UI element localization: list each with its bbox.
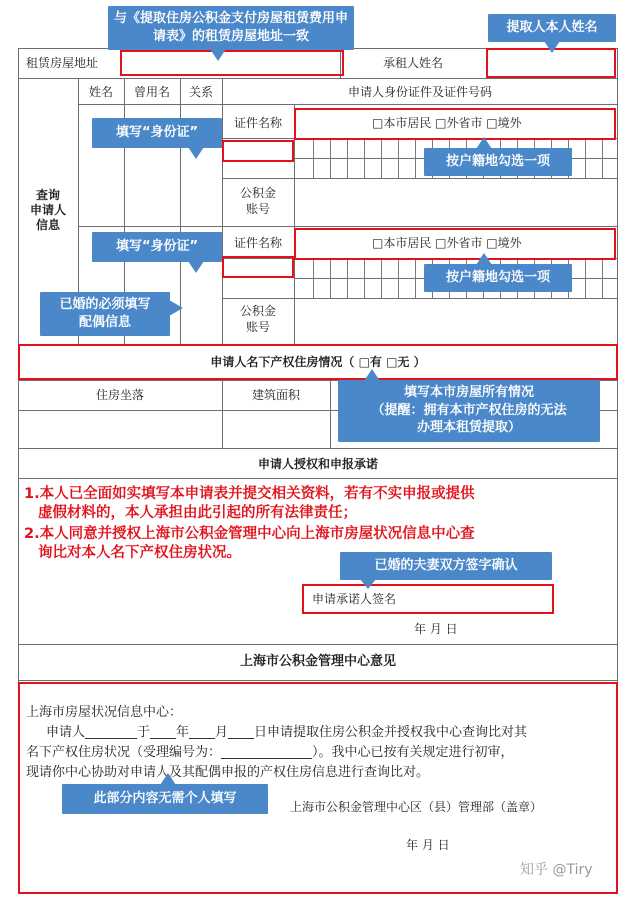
cert-name-label-2: 证件名称: [233, 236, 282, 250]
letter-to: 上海市房屋状况信息中心：: [26, 705, 183, 720]
callout-tail: [360, 579, 376, 589]
callout-tail: [544, 41, 560, 53]
property-status-label: 申请人名下产权住房情况（ □有 □无 ）: [210, 355, 426, 369]
callout-tail: [160, 773, 176, 785]
center-opinion-title: 上海市公积金管理中心意见: [239, 654, 396, 669]
watermark: 知乎 @Tiry: [520, 862, 593, 878]
building-area-label: 建筑面积: [251, 388, 300, 402]
letter-sign: 上海市公积金管理中心区（县）管理部（盖章）: [290, 800, 543, 814]
rental-address-label: 租赁房屋地址: [26, 56, 99, 70]
fund-account-label-1b: 账号: [245, 202, 270, 216]
highlight-signature: [302, 584, 554, 614]
col-id-info-header: 申请人身份证件及证件号码: [347, 85, 492, 99]
callout-check-residency-2: 按户籍地勾选一项: [424, 264, 572, 292]
fund-account-label-1a: 公积金: [239, 186, 276, 200]
col-former-name-header: 曾用名: [133, 85, 170, 99]
highlight-residency-1: [294, 108, 616, 140]
letter-line2: 名下产权住房状况（受理编号为：______________）。我中心已按有关规定进行初审，: [26, 745, 514, 760]
side-label-query: 查询: [35, 188, 60, 202]
callout-fill-id-card-1: 填写“身份证”: [92, 118, 222, 148]
callout-spouse-signature: 已婚的夫妻双方签字确认: [340, 552, 552, 580]
residency-options-2[interactable]: □本市居民 □外省市 □境外: [372, 236, 522, 250]
callout-tail: [188, 147, 204, 159]
highlight-cert-name-2: [222, 256, 294, 278]
highlight-cert-name-1: [222, 140, 294, 162]
callout-no-fill: 此部分内容无需个人填写: [62, 784, 268, 814]
fund-account-label-2b: 账号: [245, 320, 270, 334]
col-relation-header: 关系: [188, 85, 213, 99]
callout-fill-id-card-2: 填写“身份证”: [92, 232, 222, 262]
signature-date: 年 月 日: [414, 622, 458, 636]
callout-tail: [364, 369, 380, 381]
callout-tail: [188, 261, 204, 273]
callout-lessee-name: 提取人本人姓名: [488, 14, 616, 42]
cert-name-label-1: 证件名称: [233, 116, 282, 130]
authorization-title: 申请人授权和申报承诺: [257, 457, 378, 471]
promise-2-line1: 2.本人同意并授权上海市公积金管理中心向上海市房屋状况信息中心查: [24, 526, 475, 542]
residency-options-1[interactable]: □本市居民 □外省市 □境外: [372, 116, 522, 130]
lessee-name-label: 承租人姓名: [383, 56, 444, 70]
letter-line3: 现请你中心协助对申请人及其配偶申报的产权住房信息进行查询比对。: [26, 765, 430, 780]
fund-account-label-2a: 公积金: [239, 304, 276, 318]
letter-date: 年 月 日: [406, 838, 450, 852]
promise-2-line2: 询比对本人名下产权住房状况。: [38, 545, 241, 561]
signature-label: 申请承诺人签名: [312, 592, 397, 606]
side-label-applicant: 申请人: [29, 203, 66, 217]
highlight-property-status: [18, 344, 618, 380]
callout-married-spouse: 已婚的必须填写 配偶信息: [40, 292, 170, 336]
col-name-header: 姓名: [88, 85, 113, 99]
callout-tail: [476, 137, 492, 149]
promise-1-line1: 1.本人已全面如实填写本申请表并提交相关资料，若有不实申报或提供: [24, 486, 475, 502]
letter-line1: 申请人________于____年____月____日申请提取住房公积金并授权我中心查询比对其: [46, 725, 528, 740]
callout-tail: [169, 300, 183, 316]
callout-tail: [210, 49, 226, 61]
highlight-residency-2: [294, 228, 616, 260]
promise-1-line2: 虚假材料的，本人承担由此引起的所有法律责任；: [38, 505, 357, 521]
callout-property-note: 填写本市房屋所有情况 （提醒：拥有本市产权住房的无法 办理本租赁提取）: [338, 380, 600, 442]
highlight-rental-address: [120, 50, 344, 76]
callout-rental-address: 与《提取住房公积金支付房屋租赁费用申请表》的租赁房屋地址一致: [108, 6, 354, 50]
housing-location-label: 住房坐落: [95, 388, 144, 402]
callout-check-residency-1: 按户籍地勾选一项: [424, 148, 572, 176]
side-label-info: 信息: [35, 218, 60, 232]
callout-tail: [476, 253, 492, 265]
